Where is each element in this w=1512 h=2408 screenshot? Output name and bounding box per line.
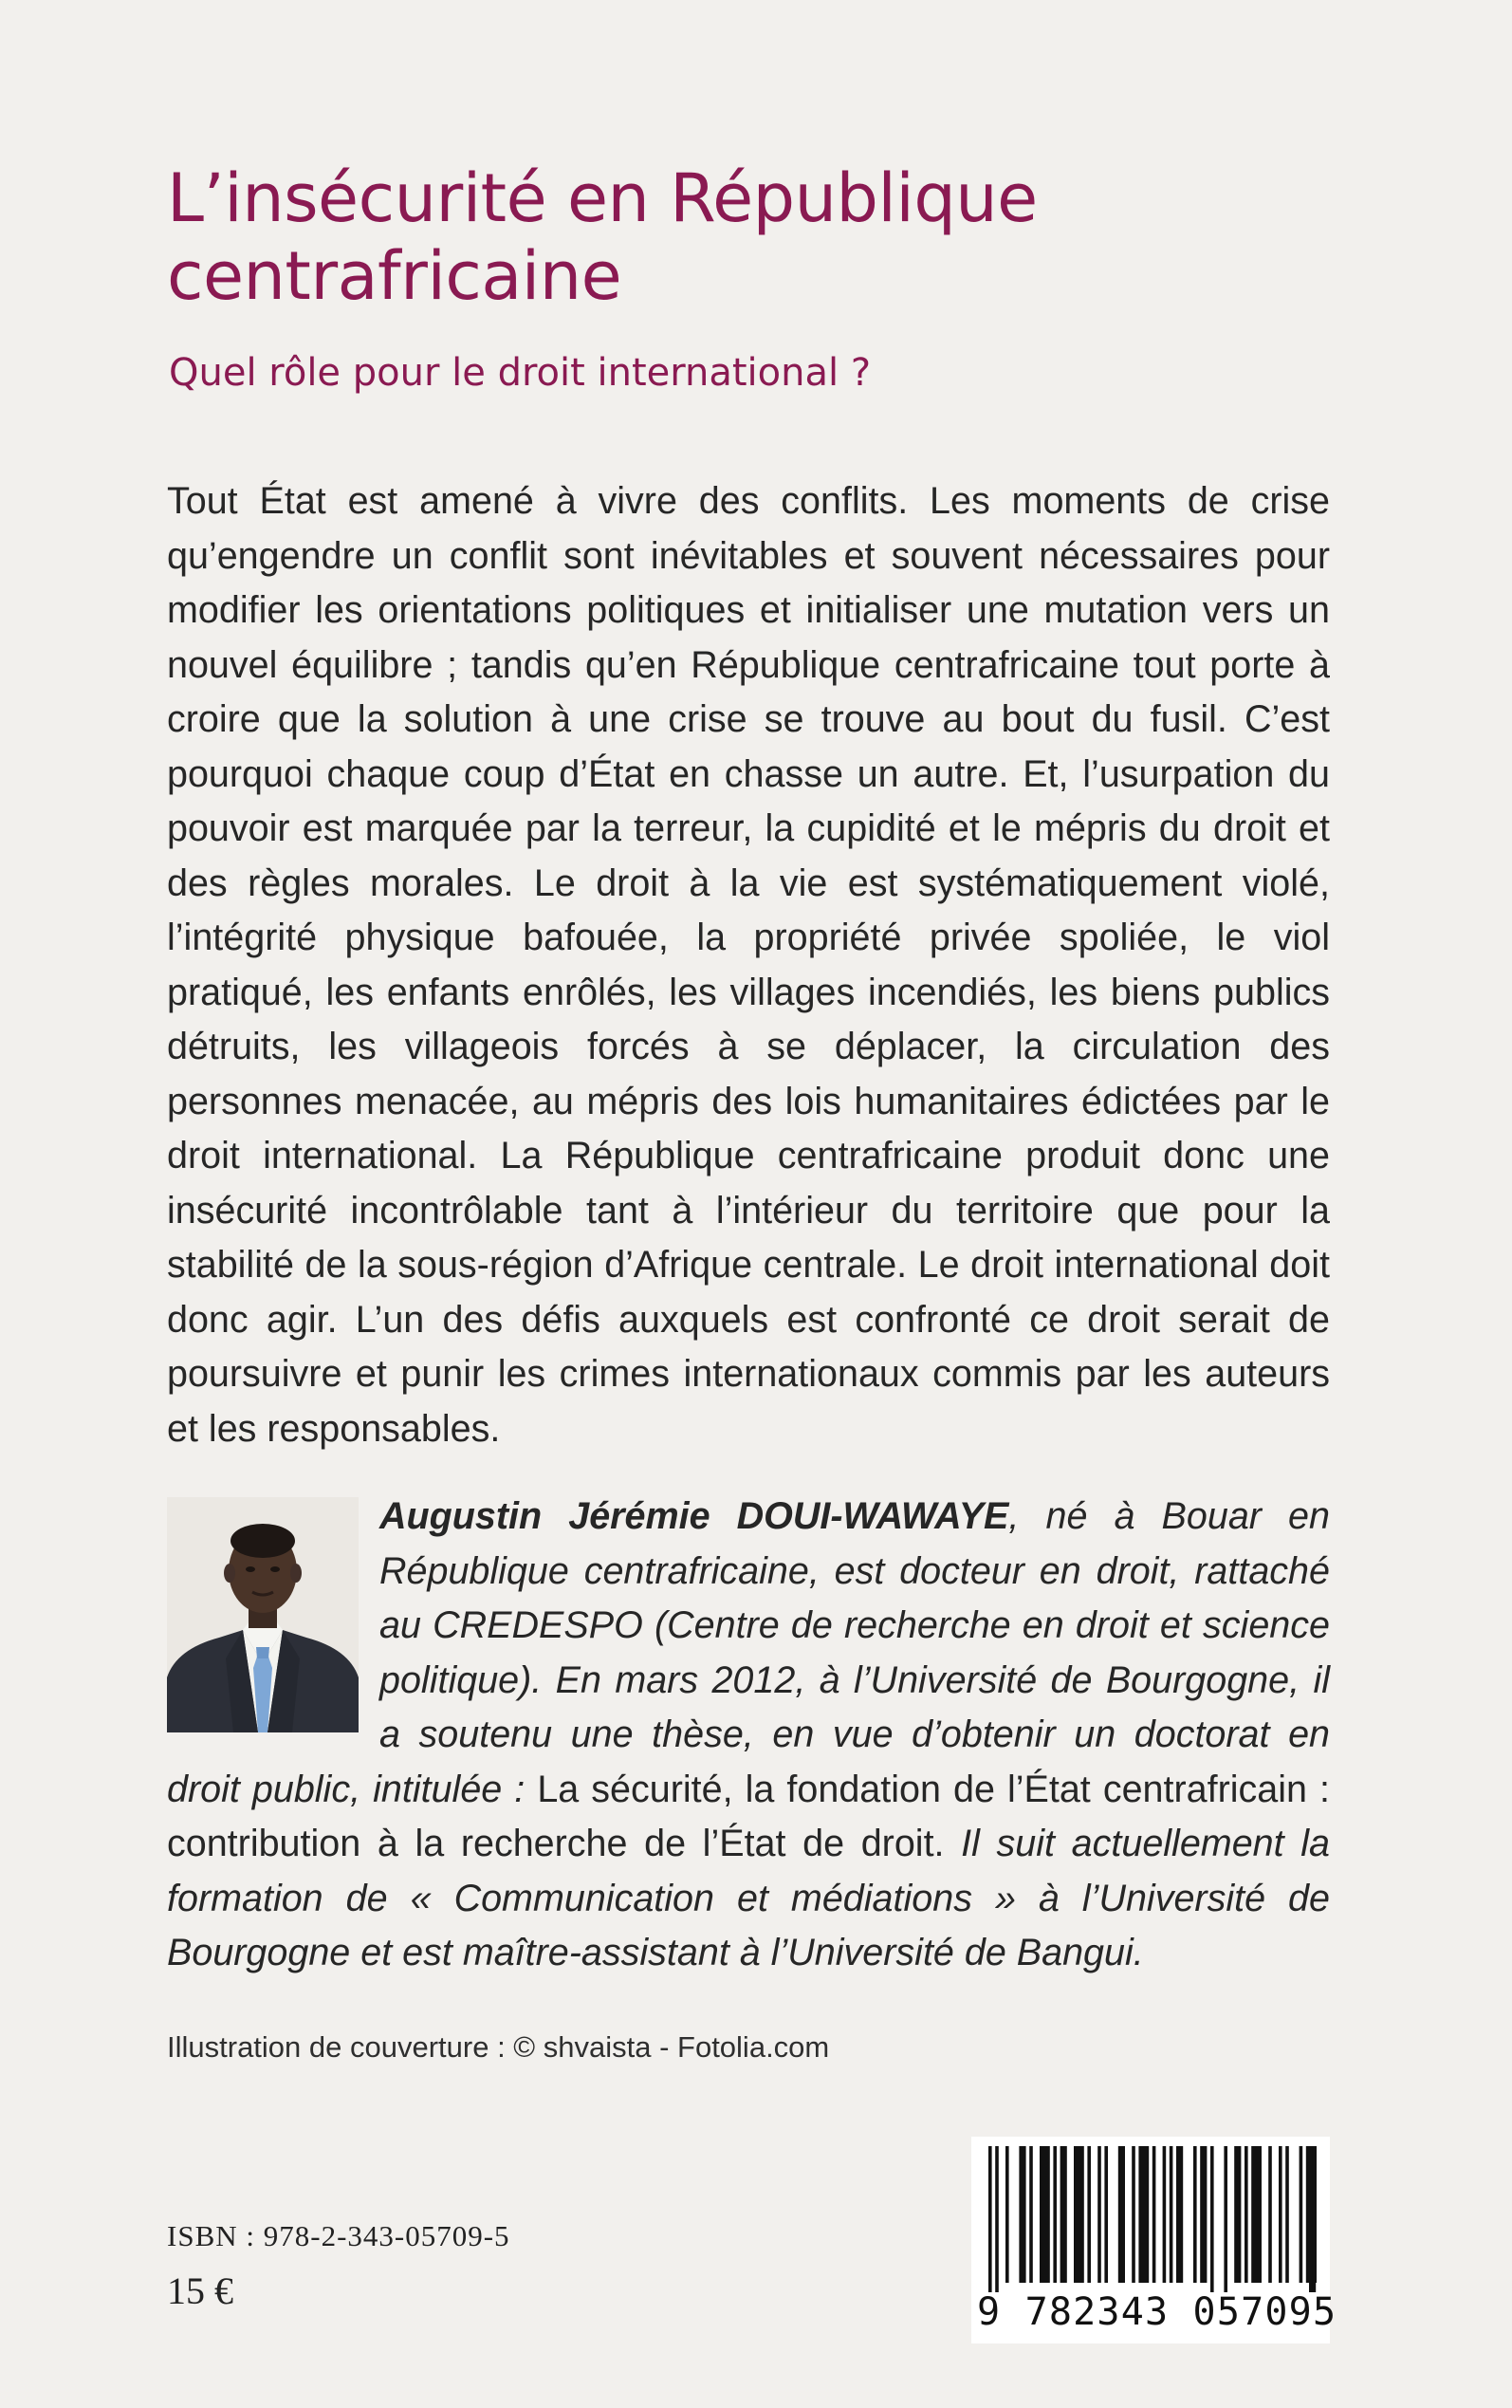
isbn: ISBN : 978-2-343-05709-5 [167, 2219, 510, 2252]
author-name: Augustin Jérémie DOUI-WAWAYE [379, 1495, 1009, 1537]
barcode-digits: 9 782343 057095 [977, 2290, 1337, 2334]
author-bio-part1: , né à Bouar en République centrafricaine, est docteur en droit, rattaché au CREDESPO (Centre de recherche en droit et science politique). En mars 2012, à l’Université de Bourgogne, il a soutenu une thèse, en vue d’obtenir un doctorat en droit public, intitulée : [167, 1495, 1330, 1810]
book-subtitle: Quel rôle pour le droit international ? [169, 351, 872, 395]
barcode-icon [985, 2146, 1317, 2292]
book-summary: Tout État est amené à vivre des conflits. Les moments de crise qu’engendre un conflit sont inévitables et souvent nécessaires pour modifier les orientations politiques et initialiser une mutation vers un nouvel équilibre ; tandis qu’en République centrafricaine tout porte à croire que la solution à une crise se trouve au bout du fusil. C’est pourquoi chaque coup d’État en chasse un autre. Et, l’usurpation du pouvoir est marquée par la terreur, la cupidité et le mépris du droit et des règles morales. Le droit à la vie est systématiquement violé, l’intégrité physique bafouée, la propriété privée spoliée, le viol pratiqué, les enfants enrôlés, les villages incendiés, les biens publics détruits, les villageois forcés à se déplacer, la circulation des personnes menacée, au mépris des lois humanitaires édictées par le droit international. La République centrafricaine produit donc une insécurité incontrôlable tant à l’intérieur du territoire que pour la stabilité de la sous-région d’Afrique centrale. Le droit international doit donc agir. L’un des défis auxquels est confronté ce droit serait de poursuivre et punir les crimes internationaux commis par les auteurs et les responsables. [167, 480, 1330, 1450]
cover-illustration-credit: Illustration de couverture : © shvaista - Fotolia.com [167, 2030, 830, 2064]
book-title: L’insécurité en République centrafricaine [167, 159, 1038, 315]
price: 15 € [167, 2269, 233, 2312]
author-bio [167, 1490, 1330, 1981]
author-bio-part2: Il suit actuellement la formation de « Communication et médiations » à l’Université de Bourgogne et est maître-assistant à l’Université de Bangui. [167, 1823, 1330, 1973]
thesis-title: La sécurité, la fondation de l’État centrafricain : contribution à la recherche de l’État de droit. [167, 1768, 1330, 1864]
barcode [971, 2137, 1337, 2343]
